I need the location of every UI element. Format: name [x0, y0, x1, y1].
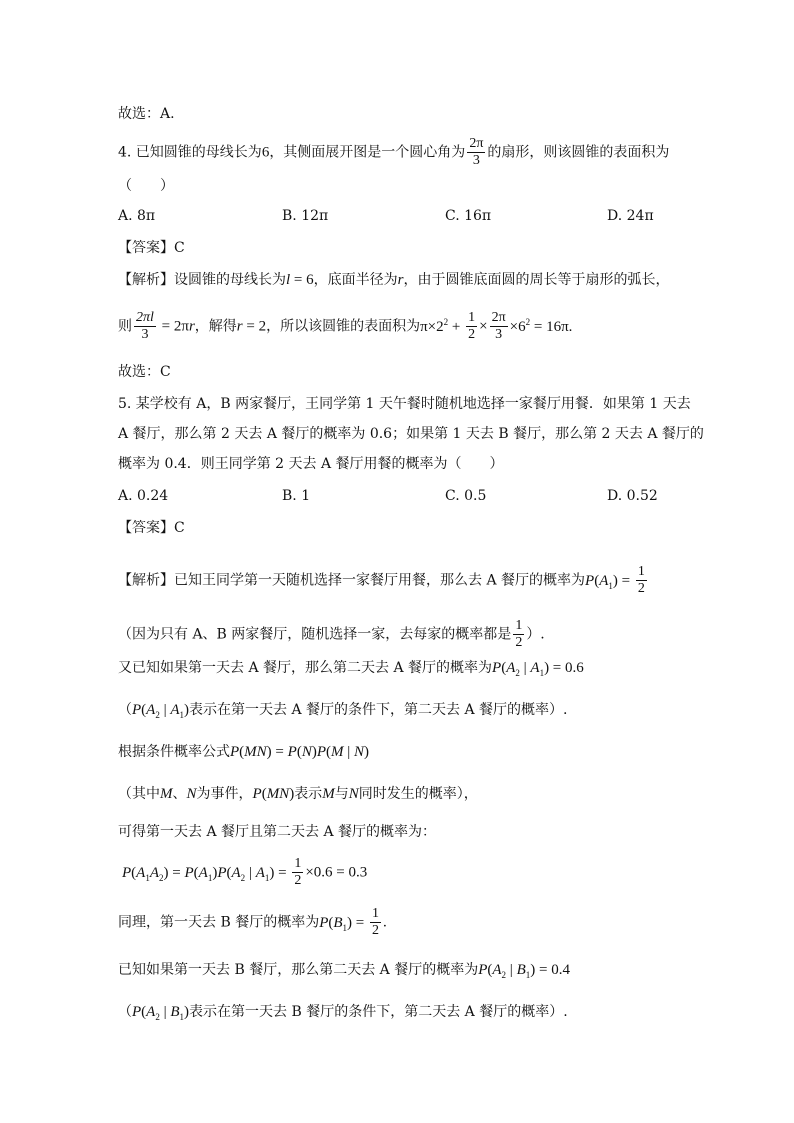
question-4-stem: 4. 已知圆锥的母线长为6，其侧面展开图是一个圆心角为 $\frac{2\pi}{3}$ 的扇形，则该圆锥的表面积为 — [118, 136, 670, 168]
option-a: A. 0.24 — [118, 488, 169, 504]
option-d: D. 0.52 — [607, 488, 658, 504]
analysis-line-2: 则 $\frac{2\pi l}{3}$ = 2πr，解得r = 2，所以该圆锥的表面积为$\pi\times 2^2$ + $\frac{1}{2}$ × $\frac{2\pi}{3}$ $\times 6^2 = 16\pi$. — [118, 310, 573, 342]
option-b: B. 1 — [282, 488, 311, 504]
answer-label: 【答案】C — [118, 240, 185, 256]
analysis-q5-line-4: （$P(A_2$ | $A_1$)表示在第一天去 A 餐厅的条件下，第二天去 A 餐厅的概率）. — [118, 702, 568, 720]
question-5-line-3: 概率为 0.4．则王同学第 2 天去 A 餐厅用餐的概率为（ ） — [118, 456, 504, 472]
analysis-q5-line-3: 又已知如果第一天去 A 餐厅，那么第二天去 A 餐厅的概率为$P(A_2$ | $A_1) = 0.6$ — [118, 660, 584, 678]
analysis-q5-line-11: （$P(A_2$ | $B_1$)表示在第一天去 B 餐厅的条件下，第二天去 A 餐厅的概率）. — [118, 1004, 568, 1022]
analysis-q5-line-9: 同理，第一天去 B 餐厅的概率为$P(B_1)$ = $\frac{1}{2}$ . — [118, 906, 387, 938]
fraction-2pil-3: $\frac{2\pi l}{3}$ — [136, 310, 154, 342]
fraction-2pi-3: $\frac{2\pi}{3}$ — [469, 136, 484, 168]
option-c: C. 16π — [445, 208, 492, 224]
analysis-q5-line-5: 根据条件概率公式P(MN) = P(N)P(M | N) — [118, 744, 370, 760]
option-c: C. 0.5 — [445, 488, 487, 504]
analysis-q5-line-2: （因为只有 A、B 两家餐厅，随机选择一家，去每家的概率都是 $\frac{1}{2}$ ）. — [118, 618, 545, 650]
option-a: A. 8π — [118, 208, 156, 224]
analysis-q5-line-10: 已知如果第一天去 B 餐厅，那么第二天去 A 餐厅的概率为$P(A_2$ | $B_1) = 0.4$ — [118, 962, 570, 980]
answer-line-q4: 故选：C — [118, 364, 171, 380]
answer-label: 【答案】C — [118, 520, 185, 536]
analysis-q5-line-6: （其中M、N为事件，P(MN)表示M与N同时发生的概率）， — [118, 786, 478, 802]
analysis-q5-line-7: 可得第一天去 A 餐厅且第二天去 A 餐厅的概率为： — [118, 824, 437, 840]
option-d: D. 24π — [607, 208, 654, 224]
question-4-paren: （ ） — [118, 178, 174, 194]
analysis-q5-line-1: 【解析】已知王同学第一天随机选择一家餐厅用餐，那么去 A 餐厅的概率为$P(A_1)$ = $\frac{1}{2}$ — [118, 564, 645, 596]
question-5-line-1: 5. 某学校有 A，B 两家餐厅，王同学第 1 天午餐时随机地选择一家餐厅用餐．如果第 1 天去 — [118, 396, 691, 412]
answer-line: 故选：A. — [118, 106, 175, 122]
question-5-line-2: A 餐厅，那么第 2 天去 A 餐厅的概率为 0.6；如果第 1 天去 B 餐厅，那么第 2 天去 A 餐厅的 — [118, 426, 704, 442]
analysis-q5-line-8: $P(A_1A_2) = P(A_1)P(A_2$ | $A_1$) = $\frac{1}{2}$ ×0.6 = 0.3 — [122, 856, 368, 888]
analysis-line-1: 【解析】设圆锥的母线长为l = 6，底面半径为r，由于圆锥底面圆的周长等于扇形的弧长， — [118, 272, 670, 288]
option-b: B. 12π — [282, 208, 329, 224]
